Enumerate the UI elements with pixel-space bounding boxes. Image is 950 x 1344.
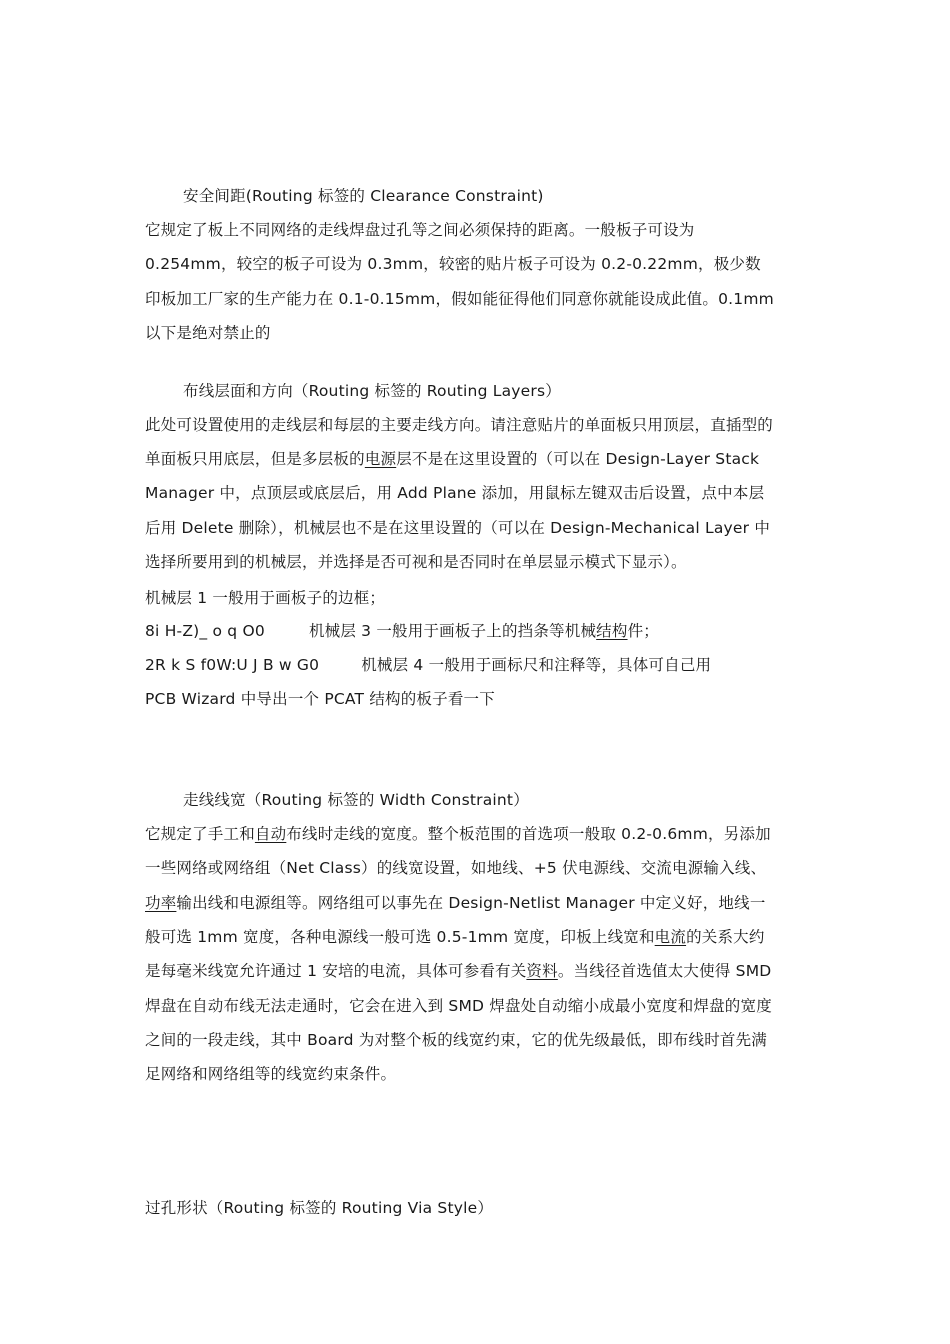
layers-line-5: 选择所要用到的机械层，并选择是否可视和是否同时在单层显示模式下显示）。 bbox=[145, 553, 687, 571]
clearance-line-3: 印板加工厂家的生产能力在 0.1-0.15mm，假如能征得他们同意你就能设成此值。0.1mm bbox=[145, 290, 774, 308]
layers-line-4: 后用 Delete 删除），机械层也不是在这里设置的（可以在 Design-Mechanical Layer 中 bbox=[145, 519, 771, 537]
garbled-text-1: 8i H-Z)_ o q O0 bbox=[145, 622, 265, 640]
layers-line-2-b: 层不是在这里设置的（可以在 Design-Layer Stack bbox=[396, 450, 760, 468]
clearance-heading: 安全间距(Routing 标签的 Clearance Constraint) bbox=[183, 187, 544, 205]
mech-layer-4: 机械层 4 一般用于画标尺和注释等，具体可自己用 bbox=[361, 656, 712, 674]
mech-layer-1: 机械层 1 一般用于画板子的边框； bbox=[145, 589, 386, 607]
clearance-line-2: 0.254mm，较空的板子可设为 0.3mm，较密的贴片板子可设为 0.2-0.22mm，极少数 bbox=[145, 255, 761, 273]
width-line-2: 一些网络或网络组（Net Class）的线宽设置，如地线、+5 伏电源线、交流电源输入线、 bbox=[145, 859, 767, 877]
clearance-line-1: 它规定了板上不同网络的走线焊盘过孔等之间必须保持的距离。一般板子可设为 bbox=[145, 221, 695, 239]
garbled-text-2: 2R k S f0W:U J B w G0 bbox=[145, 656, 320, 674]
layers-line-last: PCB Wizard 中导出一个 PCAT 结构的板子看一下 bbox=[145, 690, 495, 708]
mech-layer-3-line bbox=[145, 620, 815, 642]
width-line-1 bbox=[145, 823, 815, 845]
layers-line-2 bbox=[145, 448, 815, 470]
layers-heading: 布线层面和方向（Routing 标签的 Routing Layers） bbox=[183, 382, 561, 400]
width-line-3-b: 输出线和电源组等。网络组可以事先在 Design-Netlist Manager 中定义好，地线一 bbox=[176, 894, 766, 912]
layers-line-3: Manager 中，点顶层或底层后，用 Add Plane 添加，用鼠标左键双击后设置，点中本层 bbox=[145, 484, 765, 502]
width-line-4 bbox=[145, 926, 815, 948]
mech-layer-4-line bbox=[145, 654, 815, 676]
width-line-3 bbox=[145, 892, 815, 914]
width-line-5 bbox=[145, 960, 815, 982]
width-line-6: 焊盘在自动布线无法走通时，它会在进入到 SMD 焊盘处自动缩小成最小宽度和焊盘的宽度 bbox=[145, 997, 772, 1015]
width-line-1-b: 布线时走线的宽度。整个板范围的首选项一般取 0.2-0.6mm，另添加 bbox=[286, 825, 771, 843]
link-power-rate[interactable]: 功率 bbox=[145, 894, 177, 912]
width-line-4-a: 般可选 1mm 宽度，各种电源线一般可选 0.5-1mm 宽度，印板上线宽和 bbox=[145, 928, 655, 946]
layers-line-1: 此处可设置使用的走线层和每层的主要走线方向。请注意贴片的单面板只用顶层，直插型的 bbox=[145, 416, 774, 434]
mech-layer-3-b: 件； bbox=[627, 622, 659, 640]
width-line-1-a: 它规定了手工和 bbox=[145, 825, 255, 843]
link-power[interactable]: 电源 bbox=[364, 450, 397, 468]
mech-layer-3-a: 机械层 3 一般用于画板子上的挡条等机械 bbox=[308, 622, 597, 640]
width-line-4-b: 的关系大约 bbox=[686, 928, 765, 946]
via-heading: 过孔形状（Routing 标签的 Routing Via Style） bbox=[145, 1199, 494, 1217]
link-auto[interactable]: 自动 bbox=[254, 825, 287, 843]
link-materials[interactable]: 资料 bbox=[526, 962, 558, 980]
layers-line-2-a: 单面板只用底层，但是多层板的 bbox=[145, 450, 365, 468]
width-line-7: 之间的一段走线，其中 Board 为对整个板的线宽约束，它的优先级最低，即布线时首先满 bbox=[145, 1031, 768, 1049]
link-current[interactable]: 电流 bbox=[654, 928, 687, 946]
width-line-5-b: 。当线径首选值太大使得 SMD bbox=[557, 962, 772, 980]
width-line-8: 足网络和网络组等的线宽约束条件。 bbox=[145, 1065, 397, 1083]
width-line-5-a: 是每毫米线宽允许通过 1 安培的电流，具体可参看有关 bbox=[145, 962, 527, 980]
link-structure[interactable]: 结构 bbox=[596, 622, 628, 640]
clearance-line-4: 以下是绝对禁止的 bbox=[145, 324, 271, 342]
width-heading: 走线线宽（Routing 标签的 Width Constraint） bbox=[183, 791, 529, 809]
